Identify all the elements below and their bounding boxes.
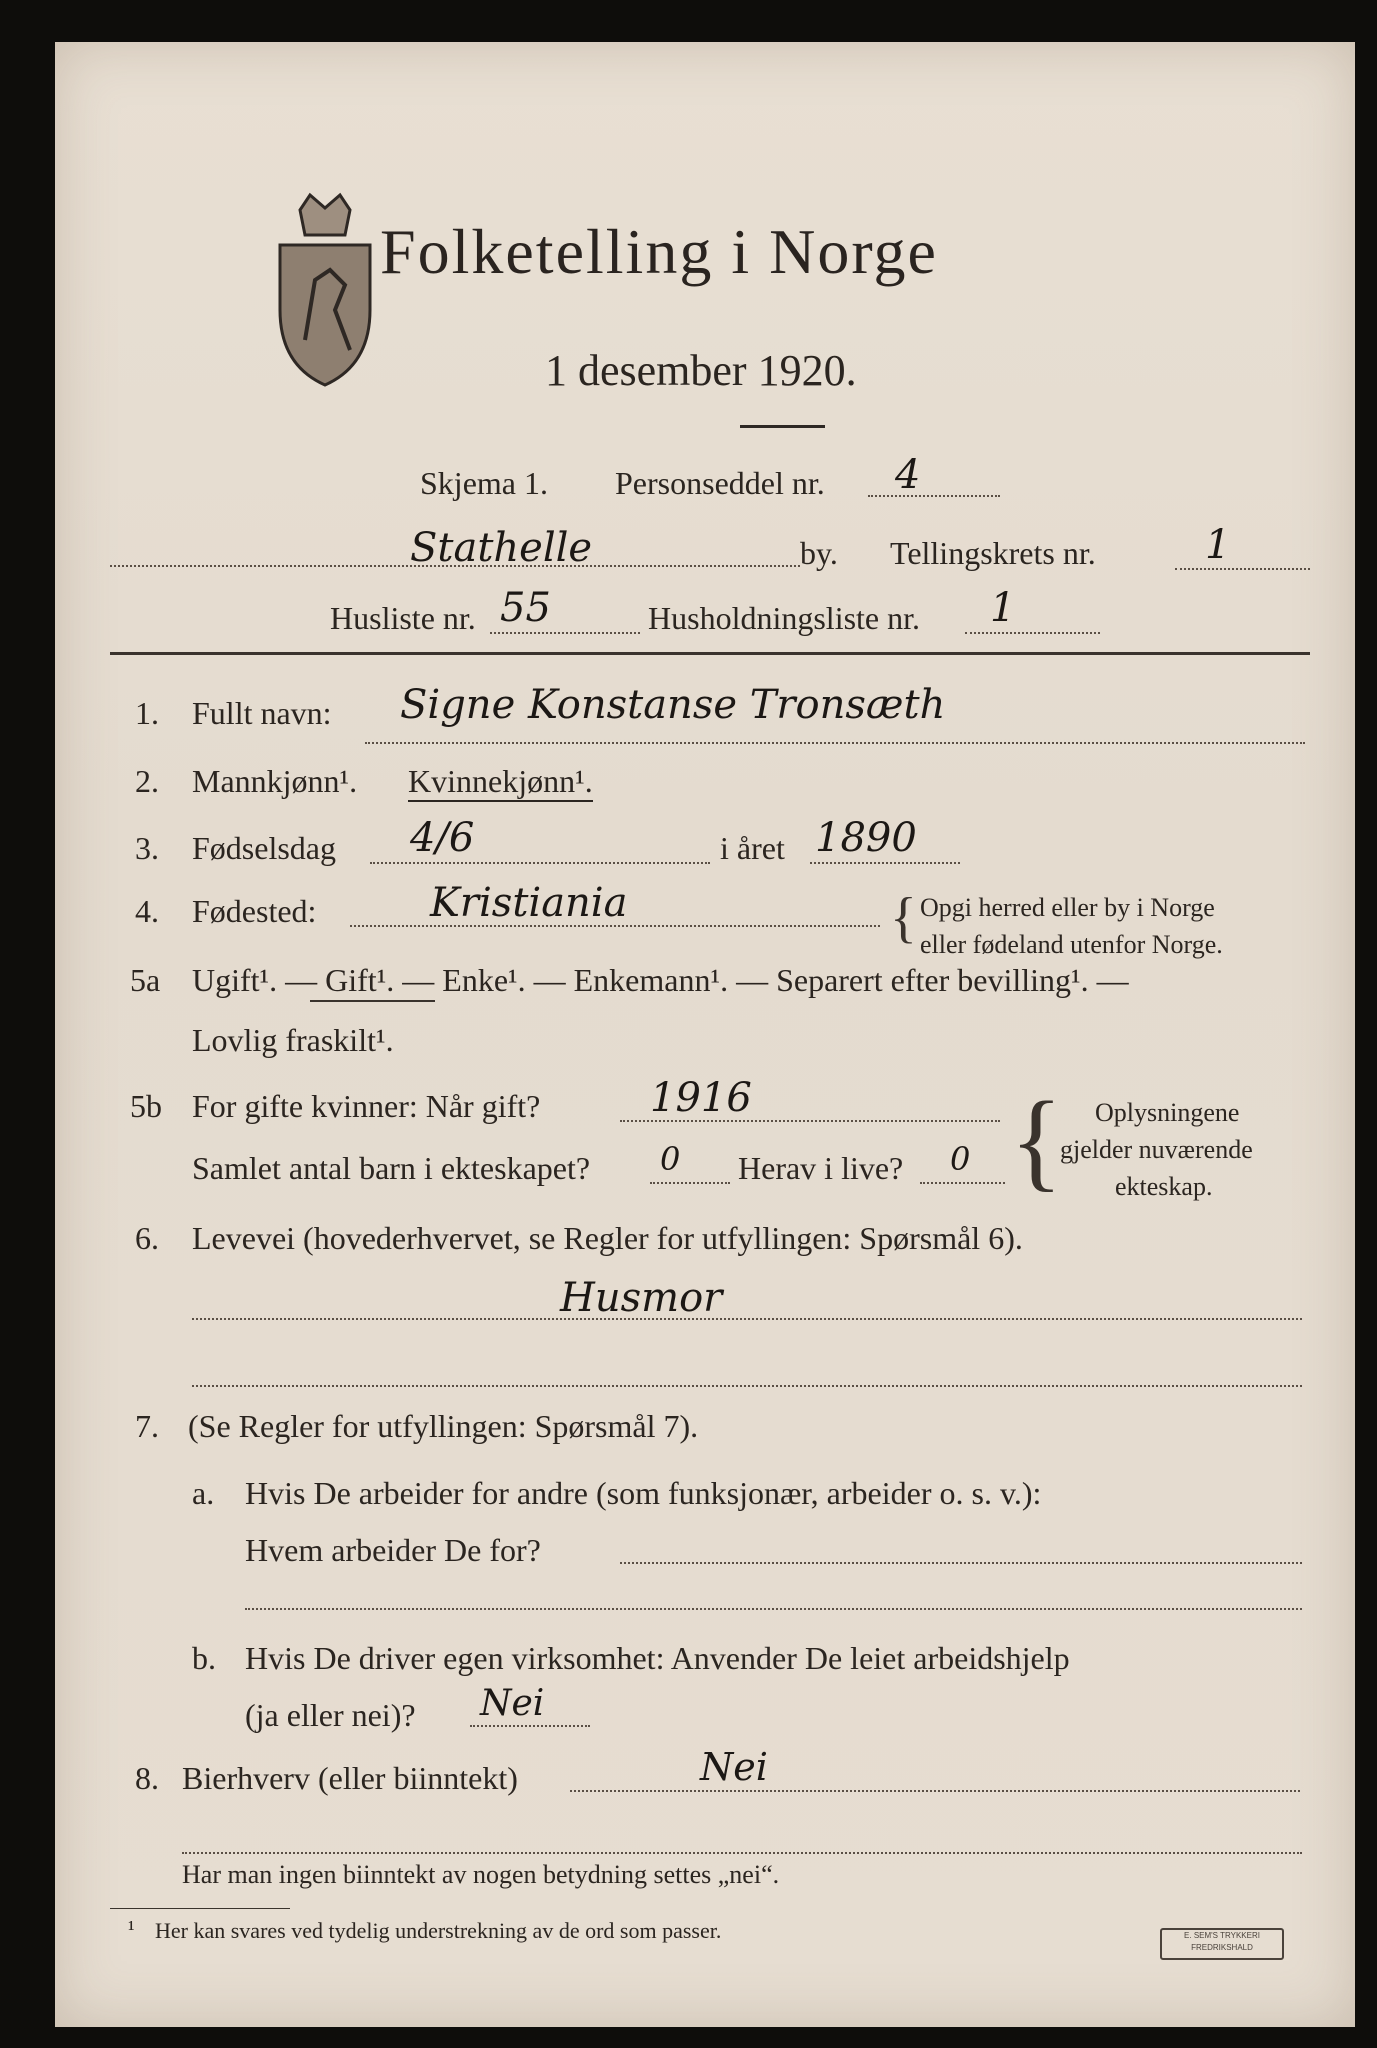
q7a-question-line1: Hvis De arbeider for andre (som funksjonær, arbeider o. s. v.): <box>245 1475 1042 1511</box>
footnote-marker: ¹ <box>128 1916 135 1941</box>
q5b-label-alive: Herav i live? <box>738 1150 904 1186</box>
q5b-label-children: Samlet antal barn i ekteskapet? <box>192 1150 591 1186</box>
q8-label: Bierhverv (eller biinntekt) <box>182 1760 518 1796</box>
q3-year-label: i året <box>720 830 785 866</box>
q5b-label-married: For gifte kvinner: Når gift? <box>192 1088 541 1124</box>
tellingskrets-label: Tellingskrets nr. <box>890 535 1096 571</box>
q1-full-name-value[interactable]: Signe Konstanse Tronsæth <box>400 682 946 728</box>
husholdning-label: Husholdningsliste nr. <box>648 600 921 636</box>
q3-birthday-value[interactable]: 4/6 <box>410 815 475 861</box>
q8-field-line1 <box>570 1790 1300 1792</box>
personseddel-label: Personseddel nr. <box>615 465 825 501</box>
q7-number: 7. <box>135 1408 159 1444</box>
q8-answer-value[interactable]: Nei <box>700 1745 768 1789</box>
q7b-question-line2: (ja eller nei)? <box>245 1697 416 1733</box>
q7a-question-line2: Hvem arbeider De for? <box>245 1532 541 1568</box>
footnote-text: Her kan svares ved tydelig understrekning av de ord som passer. <box>155 1918 722 1943</box>
q7b-number: b. <box>192 1640 216 1676</box>
q5b-note-line3: ekteskap. <box>1115 1172 1213 1201</box>
q5b-note-line1: Oplysningene <box>1095 1098 1240 1127</box>
q3-field-line <box>370 862 710 864</box>
q7b-answer-value[interactable]: Nei <box>480 1683 545 1724</box>
husholdning-field-line <box>965 632 1100 634</box>
q6-label: Levevei (hovederhvervet, se Regler for utfyllingen: Spørsmål 6). <box>192 1220 1023 1256</box>
q7a-field-line1[interactable] <box>620 1562 1302 1564</box>
q5b-children-value[interactable]: 0 <box>660 1140 681 1178</box>
husliste-field-line <box>490 632 640 634</box>
tellingskrets-value[interactable]: 1 <box>1205 522 1231 568</box>
q5a-number: 5a <box>130 962 161 998</box>
skjema-label: Skjema 1. <box>420 465 548 501</box>
q3-year-field-line <box>810 862 960 864</box>
biinntekt-note: Har man ingen biinntekt av nogen betydning settes „nei“. <box>182 1860 780 1889</box>
q1-label: Fullt navn: <box>192 695 332 731</box>
q5a-options[interactable]: Ugift¹. — Gift¹. — Enke¹. — Enkemann¹. — Separert efter bevilling¹. — <box>192 962 1129 998</box>
header-separator <box>110 652 1310 655</box>
city-field-line <box>110 565 800 567</box>
personseddel-field-line <box>868 495 1000 497</box>
title-divider <box>740 425 825 428</box>
q5b-brace: { <box>1010 1079 1063 1201</box>
q5b-married-year-value[interactable]: 1916 <box>650 1075 752 1121</box>
q4-brace: { <box>890 887 917 949</box>
q3-number: 3. <box>135 830 159 866</box>
q5b-married-field-line <box>620 1120 1000 1122</box>
printer-stamp: E. SEM'S TRYKKERI FREDRIKSHALD <box>1160 1928 1284 1960</box>
by-label: by. <box>800 535 838 571</box>
q4-number: 4. <box>135 893 159 929</box>
tellingskrets-field-line <box>1175 568 1310 570</box>
q7b-question-line1: Hvis De driver egen virksomhet: Anvender De leiet arbeidshjelp <box>245 1640 1070 1676</box>
q7-label: (Se Regler for utfyllingen: Spørsmål 7). <box>188 1408 699 1444</box>
q3-label: Fødselsdag <box>192 830 336 866</box>
norwegian-coat-of-arms-icon <box>270 190 380 390</box>
q6-field-line1 <box>192 1318 1302 1320</box>
q5b-children-field-line <box>650 1182 730 1184</box>
form-title: Folketelling i Norge <box>380 216 938 287</box>
q7a-number: a. <box>192 1475 215 1511</box>
city-value[interactable]: Stathelle <box>410 525 593 571</box>
q4-field-line <box>350 925 880 927</box>
q1-field-line <box>365 742 1305 744</box>
husliste-label: Husliste nr. <box>330 600 476 636</box>
q8-number: 8. <box>135 1760 159 1796</box>
q6-number: 6. <box>135 1220 159 1256</box>
q4-note-line2: eller fødeland utenfor Norge. <box>920 930 1223 959</box>
q4-birthplace-value[interactable]: Kristiania <box>430 880 628 926</box>
q2-mannkjonn-option[interactable]: Mannkjønn¹. <box>192 763 358 799</box>
q1-number: 1. <box>135 695 159 731</box>
husliste-value[interactable]: 55 <box>500 585 551 631</box>
q5b-note-line2: gjelder nuværende <box>1060 1135 1253 1164</box>
q5b-alive-field-line <box>920 1182 1005 1184</box>
q5b-number: 5b <box>130 1088 162 1124</box>
footnote-rule <box>110 1908 290 1909</box>
q5b-alive-value[interactable]: 0 <box>950 1140 971 1178</box>
personseddel-value[interactable]: 4 <box>895 452 921 498</box>
q5a-gift-underline <box>310 1000 435 1002</box>
husholdning-value[interactable]: 1 <box>990 585 1016 631</box>
q5a-options-line2[interactable]: Lovlig fraskilt¹. <box>192 1022 394 1058</box>
q3-year-value[interactable]: 1890 <box>815 815 917 861</box>
q2-number: 2. <box>135 763 159 799</box>
q7a-field-line2[interactable] <box>245 1608 1302 1610</box>
q8-field-line2 <box>182 1852 1302 1854</box>
q2-kvinnekjonn-option[interactable]: Kvinnekjønn¹. <box>408 763 593 802</box>
census-date: 1 desember 1920. <box>545 346 857 395</box>
q7b-field-line <box>470 1725 590 1727</box>
q6-occupation-value[interactable]: Husmor <box>560 1275 723 1321</box>
q6-field-line2 <box>192 1385 1302 1387</box>
q4-note-line1: Opgi herred eller by i Norge <box>920 893 1215 922</box>
q4-label: Fødested: <box>192 893 317 929</box>
